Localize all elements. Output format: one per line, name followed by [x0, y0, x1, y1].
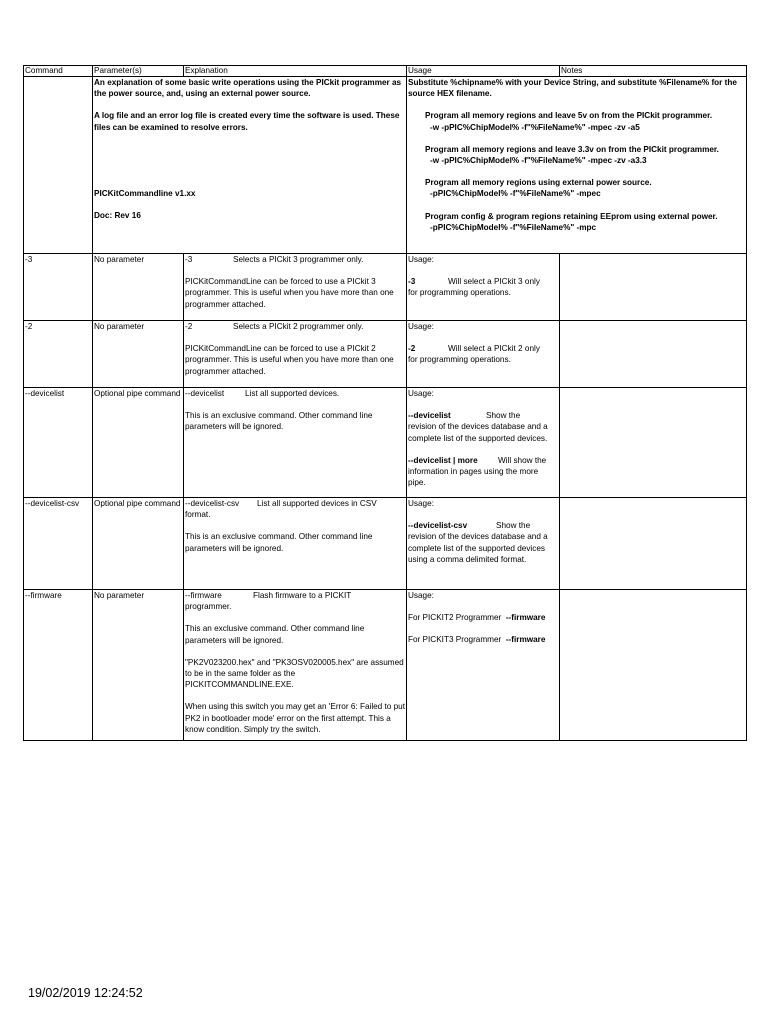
command-reference-table — [23, 65, 747, 741]
explanation-command: -2 — [185, 322, 193, 331]
explanation-command: -3 — [185, 255, 193, 264]
command-cell: --devicelist-csv — [24, 498, 93, 590]
table-row — [24, 321, 747, 388]
command-cell: -2 — [24, 321, 93, 388]
intro-usage-4-cmd: -pPIC%ChipModel% -f"%FileName%" -mpec — [430, 189, 601, 199]
command-cell: -3 — [24, 254, 93, 321]
usage-description-2: revision of the devices database and a complete list of the supported devices. — [408, 422, 548, 443]
usage-description-2: revision of the devices database and a complete list of the supported devices using a comma delimited format. — [408, 532, 548, 564]
intro-usage-3-cmd: -w -pPIC%ChipModel% -f"%FileName%" -mpec -zv -a3.3 — [430, 156, 647, 166]
usage-description-4: information in pages using the more pipe. — [408, 467, 539, 488]
explanation-summary: Flash firmware to a PICKIT — [253, 591, 352, 600]
explanation-body: PICKitCommandLine can be forced to use a PICkit 3 programmer. This is useful when you have more than one programmer attached. — [185, 277, 394, 309]
intro-version: PICKitCommandline v1.xx — [94, 188, 196, 198]
usage-cell — [407, 498, 560, 590]
explanation-command: --devicelist-csv — [185, 499, 240, 508]
usage-cell — [407, 388, 560, 498]
usage-description-2: for programming operations. — [408, 288, 511, 298]
header-command: Command — [24, 66, 93, 77]
header-row — [24, 66, 747, 77]
header-parameters: Parameter(s) — [93, 66, 184, 77]
usage-command: -3 — [408, 277, 416, 287]
explanation-summary-2: programmer. — [185, 602, 232, 612]
explanation-summary: Selects a PICkit 3 programmer only. — [233, 255, 364, 264]
header-notes: Notes — [560, 66, 747, 77]
usage-label: Usage: — [408, 322, 434, 331]
usage-description-2: for programming operations. — [408, 355, 511, 365]
table-row — [24, 254, 747, 321]
explanation-cell — [184, 498, 407, 590]
usage-command-2: --firmware — [505, 635, 546, 645]
usage-command: --firmware — [505, 613, 546, 623]
table-row — [24, 590, 747, 741]
intro-row — [24, 77, 747, 254]
intro-doc-revision: Doc: Rev 16 — [94, 211, 141, 221]
command-cell: --firmware — [24, 590, 93, 741]
parameter-cell: Optional pipe command — [93, 498, 184, 590]
intro-usage-4-title: Program all memory regions using external power source. — [425, 178, 652, 188]
explanation-cell — [184, 321, 407, 388]
usage-label: Usage: — [408, 591, 434, 600]
explanation-body-2: "PK2V023200.hex" and "PK3OSV020005.hex" are assumed to be in the same folder as the PICKITCOMMANDLINE.EXE. — [185, 657, 404, 690]
intro-usage-1: Substitute %chipname% with your Device String, and substitute %Filename% for the source HEX filename. — [408, 78, 737, 99]
explanation-body: This is an exclusive command. Other command line parameters will be ignored. — [185, 411, 373, 432]
header-usage: Usage — [407, 66, 560, 77]
parameter-cell: No parameter — [93, 254, 184, 321]
intro-explanation-1: An explanation of some basic write operations using the PICkit programmer as the power source, and, using an external power source. — [94, 78, 402, 99]
parameter-cell: Optional pipe command — [93, 388, 184, 498]
usage-command: -2 — [408, 344, 416, 354]
explanation-body: This an exclusive command. Other command line parameters will be ignored. — [185, 624, 365, 645]
explanation-cell — [184, 388, 407, 498]
usage-description: Will select a PICkit 2 only — [448, 344, 540, 354]
usage-label: Usage: — [408, 389, 434, 398]
parameter-cell: No parameter — [93, 590, 184, 741]
intro-usage-3-title: Program all memory regions and leave 3.3v on from the PICkit programmer. — [425, 144, 719, 154]
notes-cell — [560, 388, 747, 498]
explanation-summary-2: format. — [185, 510, 211, 520]
notes-cell — [560, 254, 747, 321]
explanation-body: PICKitCommandLine can be forced to use a PICkit 2 programmer. This is useful when you have more than one programmer attached. — [185, 344, 394, 376]
explanation-body: This is an exclusive command. Other command line parameters will be ignored. — [185, 532, 373, 553]
command-cell: --devicelist — [24, 388, 93, 498]
intro-usage-5-cmd: -pPIC%ChipModel% -f"%FileName%" -mpc — [430, 222, 597, 232]
usage-command-2: --devicelist | more — [408, 455, 478, 465]
usage-command: --devicelist-csv — [408, 521, 468, 531]
intro-explanation-2: A log file and an error log file is created every time the software is used. These files can be examined to resolve errors. — [94, 111, 400, 132]
notes-cell — [560, 321, 747, 388]
usage-cell — [407, 590, 560, 741]
header-explanation: Explanation — [184, 66, 407, 77]
intro-command-cell — [24, 77, 93, 254]
usage-description-2: For PICKIT3 Programmer — [408, 635, 502, 645]
explanation-cell — [184, 590, 407, 741]
explanation-summary: List all supported devices. — [245, 389, 340, 398]
usage-description: Show the — [496, 521, 531, 531]
explanation-body-3: When using this switch you may get an 'Error 6: Failed to put PK2 in bootloader mode' error on the first attempt. This a know condition. Simply try the switch. — [185, 702, 405, 734]
usage-description: Show the — [486, 411, 521, 421]
usage-description: Will select a PICkit 3 only — [448, 277, 540, 287]
print-timestamp: 19/02/2019 12:24:52 — [28, 986, 143, 1000]
usage-command: --devicelist — [408, 411, 451, 421]
intro-usage-2-title: Program all memory regions and leave 5v on from the PICkit programmer. — [425, 111, 713, 121]
usage-label: Usage: — [408, 255, 434, 264]
usage-description: For PICKIT2 Programmer — [408, 613, 502, 623]
explanation-summary: Selects a PICkit 2 programmer only. — [233, 322, 364, 331]
table-row — [24, 498, 747, 590]
notes-cell — [560, 498, 747, 590]
intro-usage-cell — [407, 77, 747, 254]
intro-usage-5-title: Program config & program regions retaining EEprom using external power. — [425, 211, 718, 221]
notes-cell — [560, 590, 747, 741]
parameter-cell: No parameter — [93, 321, 184, 388]
usage-label: Usage: — [408, 499, 434, 508]
explanation-cell — [184, 254, 407, 321]
explanation-command: --firmware — [185, 591, 222, 600]
intro-explanation-cell — [93, 77, 407, 254]
usage-cell — [407, 254, 560, 321]
table-row — [24, 388, 747, 498]
usage-cell — [407, 321, 560, 388]
intro-usage-2-cmd: -w -pPIC%ChipModel% -f"%FileName%" -mpec -zv -a5 — [430, 122, 640, 132]
explanation-summary: List all supported devices in CSV — [257, 499, 377, 508]
usage-description-3: Will show the — [498, 455, 547, 465]
explanation-command: --devicelist — [185, 389, 225, 398]
